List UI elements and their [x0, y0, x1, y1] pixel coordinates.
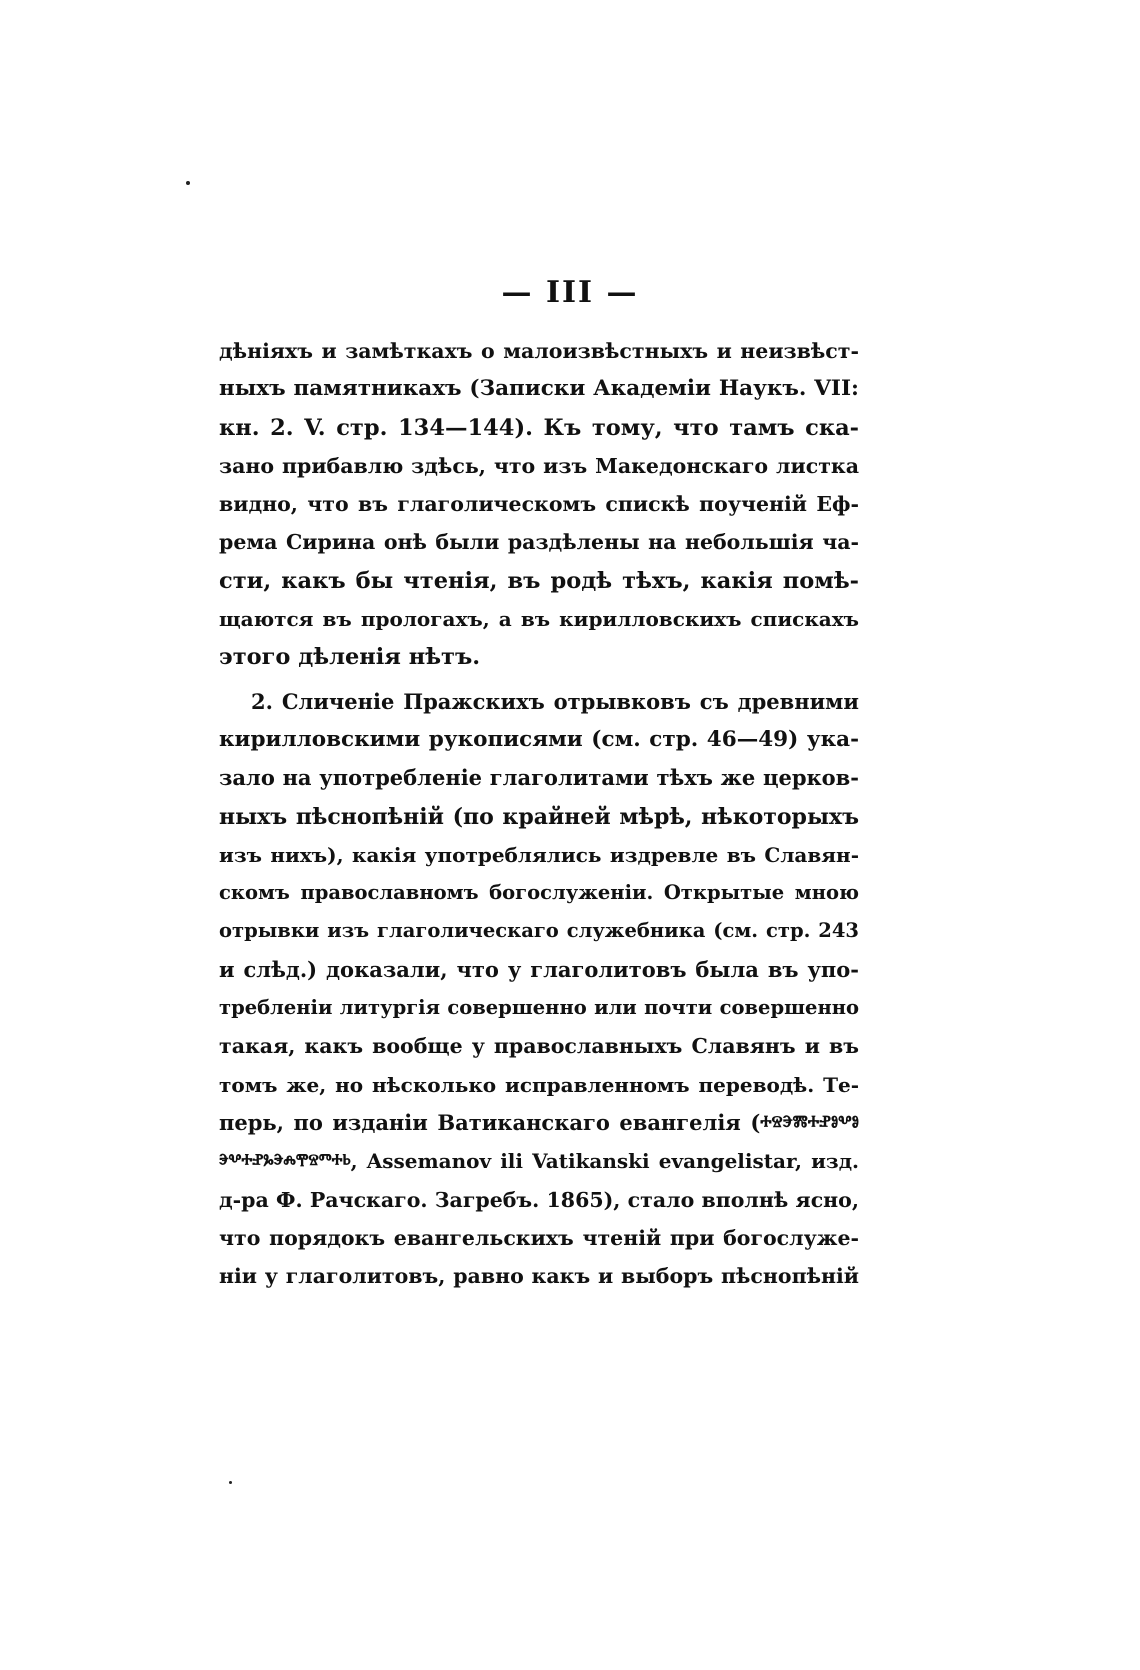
- text-line: сти, какъ бы чтенія, въ родѣ тѣхъ, какія помѣ-: [219, 567, 859, 594]
- text-line: ныхъ пѣснопѣній (по крайней мѣрѣ, нѣкоторыхъ: [219, 803, 859, 830]
- text-line: дѣніяхъ и замѣткахъ о малоизвѣстныхъ и неизвѣст-: [219, 339, 859, 363]
- text-line: скомъ православномъ богослуженіи. Открытые мною: [219, 881, 859, 905]
- text-line: изъ нихъ), какія употреблялись издревле въ Славян-: [219, 842, 859, 867]
- text-line: зано прибавлю здѣсь, что изъ Македонскаго листка: [219, 453, 859, 478]
- text-line: д-ра Ф. Рачскаго. Загребъ. 1865), стало вполнѣ ясно,: [219, 1187, 859, 1212]
- text-line: кн. 2. V. стр. 134—144). Къ тому, что тамъ ска-: [219, 414, 859, 441]
- page-number: — III —: [501, 275, 639, 310]
- text-line: ⰵⰲⰰⱀⰳⰵⰾⰹⱄⱅⰰⱃ, Assemanov ili Vatikanski evangelistar, изд.: [219, 1149, 859, 1174]
- text-line: 2. Сличеніе Пражскихъ отрывковъ съ древними: [251, 688, 859, 714]
- text-line: что порядокъ евангельскихъ чтеній при богослуже-: [219, 1225, 859, 1250]
- text-line: зало на употребленіе глаголитами тѣхъ же церков-: [219, 765, 859, 791]
- print-speck: [186, 181, 190, 185]
- text-line: щаются въ прологахъ, а въ кирилловскихъ спискахъ: [219, 607, 859, 632]
- paragraph-1: [219, 332, 859, 677]
- paragraph-2: [219, 683, 859, 1296]
- text-line: кирилловскими рукописями (см. стр. 46—49) ука-: [219, 726, 859, 752]
- text-line: такая, какъ вообще у православныхъ Славянъ и въ: [219, 1034, 859, 1059]
- text-line: перь, по изданіи Ватиканскаго евангелія (ⰰⱄⰵⰿⰰⱀⱁⰲⱁ: [219, 1109, 859, 1135]
- text-line: этого дѣленія нѣтъ.: [219, 644, 481, 671]
- text-line: томъ же, но нѣсколько исправленномъ переводѣ. Те-: [219, 1072, 859, 1097]
- text-line: рема Сирина онѣ были раздѣлены на небольшія ча-: [219, 530, 859, 555]
- text-line: ныхъ памятникахъ (Записки Академіи Наукъ. VII:: [219, 376, 859, 402]
- text-line: требленіи литургія совершенно или почти совершенно: [219, 996, 859, 1020]
- print-speck: [229, 1481, 232, 1484]
- text-line: ніи у глаголитовъ, равно какъ и выборъ пѣснопѣній: [219, 1264, 859, 1289]
- body-text: [219, 332, 859, 1295]
- text-line: видно, что въ глаголическомъ спискѣ поученій Еф-: [219, 492, 859, 517]
- text-line: и слѣд.) доказали, что у глаголитовъ была въ упо-: [219, 956, 859, 982]
- text-line: отрывки изъ глаголическаго служебника (см. стр. 243: [219, 919, 859, 943]
